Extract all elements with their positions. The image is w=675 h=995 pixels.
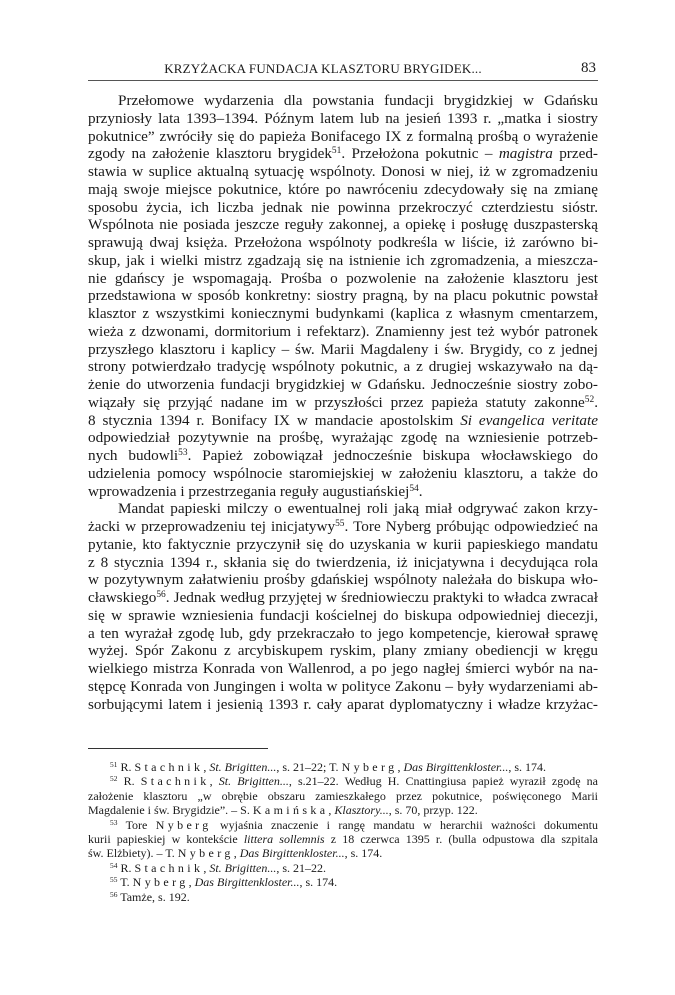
body-line: [88, 199, 598, 217]
author-name: Nyberg: [177, 846, 234, 861]
text-run: ,: [188, 875, 195, 890]
text-run: . Przełożona pokutnic –: [341, 145, 499, 163]
body-line: [88, 110, 598, 128]
footnote-ref: 52: [110, 774, 118, 784]
author-name: Nyberg: [155, 817, 212, 832]
text-run: przedstawiona w sposób konkretny: siostry pragną, by na placu pokutnic powstał: [88, 287, 598, 305]
text-run: św. Elżbiety). – T.: [88, 846, 178, 861]
body-line: [88, 642, 598, 660]
text-run: z 18 czerwca 1395 r. (bulla odpustowa dla szpitala: [324, 831, 599, 846]
footnote-ref: 53: [178, 447, 188, 458]
text-run: ,: [233, 846, 240, 861]
running-header: [88, 60, 598, 81]
italic-title: St. Brigitten...: [209, 760, 277, 774]
italic-title: Si evangelica veritate: [460, 411, 598, 429]
text-run: pokutnice” zwróciły się do papieża Bonifacego IX z formalną prośbą o wyrażenie: [88, 127, 598, 145]
body-line: [88, 145, 598, 163]
author-name: Nyberg: [341, 760, 398, 774]
text-run: , s. 70, przyp. 122.: [388, 803, 478, 818]
footnote-line: [88, 774, 598, 788]
text-run: się w sprawie wzniesienia fundacji kościelnej do biskupa odpowiedniej diecezji,: [88, 606, 598, 624]
text-run: klasztor z wszystkimi koniecznymi budynkami (kaplica z własnym cmentarzem,: [88, 305, 598, 322]
body-line: [88, 358, 598, 376]
body-line: [88, 270, 598, 288]
body-line: [88, 607, 598, 625]
text-run: a ten wyrażał zgodę lub, gdy przekraczało to jego kompetencje, kierował sprawę: [88, 624, 598, 642]
text-run: przyszłego klasztoru i kaplicy – św. Marii Magdaleny i św. Brygidy, co z jednej: [88, 340, 598, 358]
text-run: nych budowli: [88, 447, 179, 464]
text-run: wprowadzenia i przestrzegania reguły augustiańskiej: [88, 482, 410, 500]
text-run: wieża z dzwonami, dormitorium i refektarz). Znamienny jest też wybór patronek: [88, 322, 598, 340]
footnote-line: [88, 803, 598, 817]
text-run: .: [418, 482, 423, 500]
body-line: [88, 429, 598, 447]
text-run: nie gdańscy je wspomagają. Prośba o pozwolenie na założenie klasztoru jest: [88, 269, 598, 287]
text-run: , s. 174.: [344, 846, 383, 861]
text-run: Przełomowe wydarzenia dla powstania fundacji brygidzkiej w Gdańsku: [118, 92, 598, 109]
footnote-ref: 52: [584, 394, 595, 405]
text-run: ,: [328, 803, 335, 818]
body-line: [88, 589, 598, 607]
footnotes: [88, 760, 598, 904]
text-run: Tamże, s. 192.: [117, 889, 190, 904]
body-line: [88, 571, 598, 589]
text-run: żacki w przeprowadzeniu tej inicjatywy: [88, 518, 336, 535]
text-run: . Jednak według przyjętej w średniowieczu praktyki to władca zwracał: [165, 589, 598, 606]
text-run: odpowiedział pozytywnie na prośbę, wyrażając zgodę na wzniesienie potrzeb-: [88, 429, 598, 447]
footnote-ref: 55: [110, 875, 118, 885]
text-run: , s. 21–22; T.: [276, 760, 342, 774]
author-name: Stachnik: [140, 774, 210, 789]
body-line: [88, 252, 598, 270]
text-run: wiązały się przyjąć nadane im w przyszłości przez papieża statuty zakonne: [88, 393, 585, 411]
footnote-separator: [88, 748, 268, 749]
body-line: [88, 376, 598, 394]
footnote-ref: 56: [156, 589, 166, 600]
text-run: sprawują dwaj księża. Przełożona wspólnoty podkreśla w liście, iż zarówno bi-: [88, 234, 598, 251]
text-run: , s. 174.: [508, 760, 547, 774]
text-run: przed-: [552, 145, 598, 163]
text-run: , s. 174.: [299, 875, 338, 890]
text-run: . Tore Nyberg próbując odpowiedzieć na: [344, 518, 598, 535]
body-text: [88, 92, 598, 713]
author-name: Stachnik: [134, 860, 204, 875]
italic-title: Das Birgittenkloster...: [194, 875, 300, 890]
text-run: ,: [397, 760, 404, 774]
text-run: Mandat papieski milczy o ewentualnej roli jaką miał odgrywać zakon krzy-: [118, 500, 598, 518]
body-line: [88, 216, 598, 234]
text-run: T.: [117, 875, 133, 890]
text-run: .: [594, 393, 598, 411]
body-line: [88, 696, 598, 714]
body-line: [88, 323, 598, 341]
text-run: zgody na założenie klasztoru brygidek: [88, 145, 332, 163]
body-line: [88, 287, 598, 305]
text-run: ,: [203, 860, 210, 875]
footnote-line: [88, 818, 598, 832]
text-run: z 8 stycznia 1394 r., skłania się do twierdzenia, iż inicjatywna i decydująca rola: [88, 553, 598, 571]
body-line: [88, 234, 598, 252]
text-run: wielkiego mistrza Konrada von Wallenrod, a po jego nagłej śmierci wybór na na-: [88, 660, 598, 677]
italic-title: littera sollemnis: [243, 831, 325, 846]
footnote-ref: 51: [331, 146, 342, 157]
footnote-line: [88, 789, 598, 803]
footnote-ref: 51: [110, 759, 118, 769]
text-run: 8 stycznia 1394 r. Bonifacy IX w mandacie apostolskim: [88, 411, 461, 429]
footnote-ref: 54: [110, 860, 118, 870]
body-line: [88, 341, 598, 359]
text-run: mają swoje miejsce pokutnice, które po nawróceniu zdecydowały się na zmianę: [88, 180, 598, 198]
body-line: [88, 518, 598, 536]
text-run: , s.21–22. Według H. Cnattingiusa papież wyraził zgodę na: [288, 774, 599, 789]
body-line: [88, 625, 598, 643]
footnote-line: [88, 760, 598, 774]
text-run: wyjaśnia znaczenie i rangę mandatu w herarchii ważności dokumentu: [211, 817, 598, 832]
text-run: przyniosły lata 1393–1394. Późnym latem lub na jesień 1393 r. „matka i siostry: [88, 109, 598, 127]
text-run: żenie do utworzenia fundacji brygidzkiej w Gdańsku. Jednocześnie siostry zobo-: [88, 376, 598, 393]
footnote-line: [88, 861, 598, 875]
body-line: [88, 305, 598, 323]
text-run: stępcę Konrada von Jungingen i wolta w polityce Zakonu – były wydarzeniami ab-: [88, 677, 598, 695]
text-run: sorbującymi latem i jesienią 1393 r. cały aparat dyplomatyczny i władze krzyżac-: [88, 695, 598, 713]
text-run: w pozytywnym załatwieniu prośby gdańskiej wspólnoty należała do biskupa wło-: [88, 571, 598, 589]
italic-title: magistra: [498, 145, 553, 163]
text-run: cławskiego: [88, 589, 157, 606]
author-name: Nyberg: [132, 875, 189, 890]
body-line: [88, 554, 598, 572]
running-title: KRZYŻACKA FUNDACJA KLASZTORU BRYGIDEK...: [164, 61, 482, 76]
footnote-ref: 55: [335, 518, 345, 529]
text-run: kurii papieskiej w kontekście: [88, 831, 244, 846]
body-line: [88, 128, 598, 146]
body-line: [88, 500, 598, 518]
text-run: Tore: [117, 817, 156, 832]
body-line: [88, 447, 598, 465]
footnote-line: [88, 890, 598, 904]
text-run: R.: [117, 774, 141, 789]
text-run: , s. 21–22.: [276, 860, 326, 875]
italic-title: St. Brigitten...: [218, 774, 289, 789]
footnote-ref: 53: [110, 817, 118, 827]
body-line: [88, 163, 598, 181]
body-line: [88, 536, 598, 554]
text-run: Magdalenie i św. Brygidzie”. – S.: [88, 803, 253, 818]
italic-title: St. Brigitten...: [209, 860, 277, 875]
body-line: [88, 678, 598, 696]
body-line: [88, 394, 598, 412]
text-run: R.: [117, 760, 135, 774]
text-run: stawia w suplice aktualną sytuację wspólnoty. Donosi w niej, iż w zgromadzeniu: [88, 163, 598, 180]
footnote-ref: 56: [110, 889, 118, 899]
footnote-ref: 54: [409, 483, 419, 494]
italic-title: Das Birgittenkloster...: [403, 760, 509, 774]
body-line: [88, 92, 598, 110]
body-line: [88, 483, 598, 501]
author-name: Kamińska: [252, 803, 329, 818]
footnote-line: [88, 832, 598, 846]
body-line: [88, 412, 598, 430]
text-run: udzielenia pomocy wspólnocie staromiejskiej w założeniu klasztoru, a także do: [88, 464, 598, 482]
text-run: R.: [117, 860, 135, 875]
text-run: ,: [209, 774, 219, 789]
body-line: [88, 181, 598, 199]
text-run: strony potwierdzało tradycję wspólnoty pokutnic, a z drugiej wskazywało na dą-: [88, 358, 598, 376]
italic-title: Das Birgittenkloster...: [239, 846, 345, 861]
text-run: . Papież zobowiązał jednocześnie biskupa włocławskiego do: [187, 447, 598, 464]
text-run: założenie klasztoru „w obrębie obszaru zamieszkałego przez pokutnice, poświęconego Marii: [88, 788, 598, 803]
footnote-line: [88, 846, 598, 860]
text-run: sposobu życia, ich liczba jednak nie powinna przekroczyć czterdziestu sióstr.: [88, 198, 598, 216]
body-line: [88, 465, 598, 483]
text-run: ,: [203, 760, 210, 774]
italic-title: Klasztory...: [334, 803, 389, 818]
text-run: pytanie, kto faktycznie przyczynił się do uzyskania w kurii papieskiego mandatu: [88, 535, 598, 553]
text-run: skup, jak i wielki mistrz zgadzają się na istnienie ich zgromadzenia, a mieszcza-: [88, 251, 598, 269]
page-number: 83: [581, 60, 596, 76]
body-line: [88, 660, 598, 678]
footnote-line: [88, 875, 598, 889]
author-name: Stachnik: [134, 760, 204, 774]
text-run: Wspólnota nie posiada jeszcze reguły zakonnej, a opiekę i posługę duszpasterską: [88, 216, 598, 234]
text-run: wyżej. Spór Zakonu z arcybiskupem ryskim, plany zmiany obediencji w kręgu: [88, 642, 598, 660]
